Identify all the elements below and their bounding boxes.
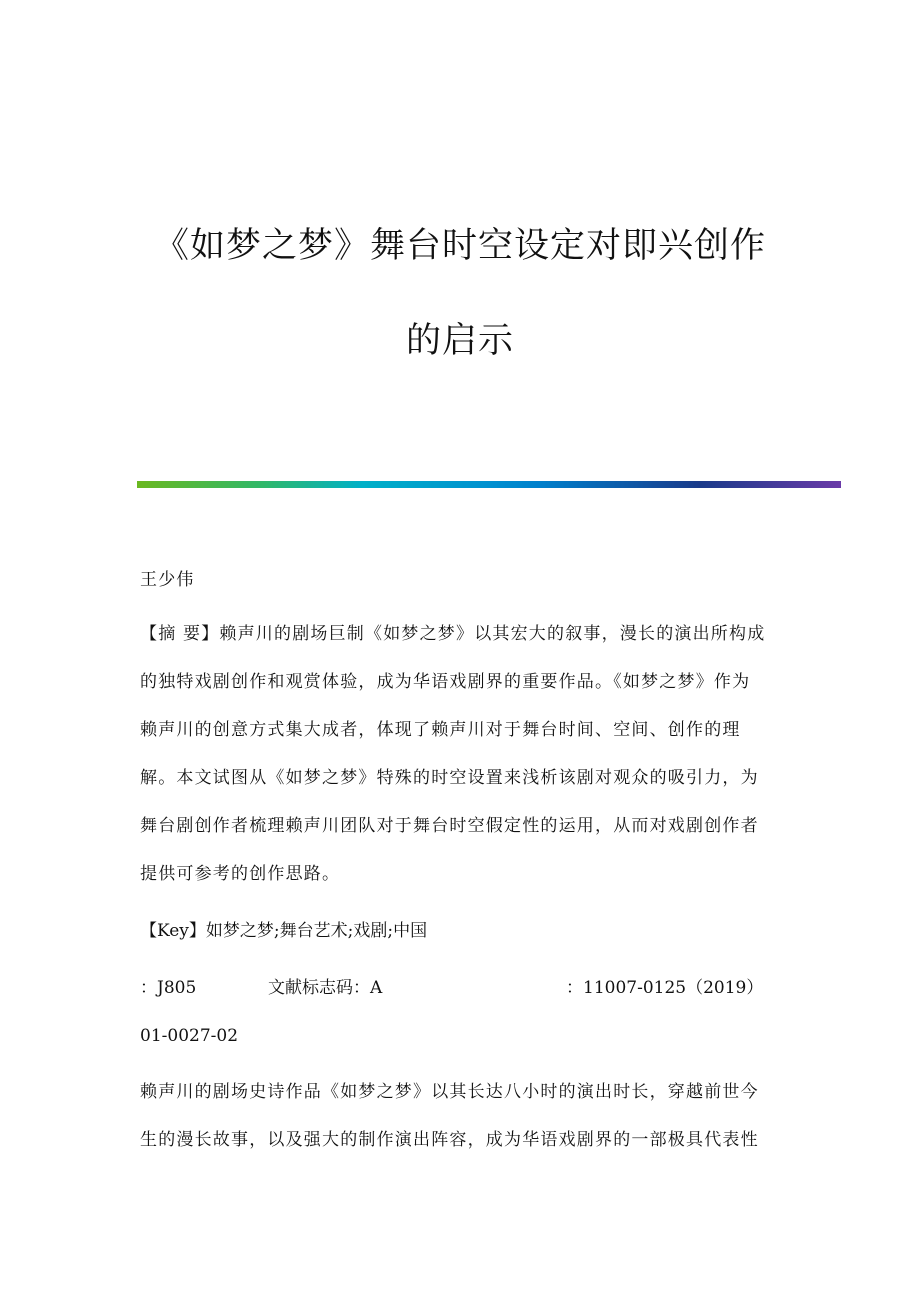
clc-number: ：J805 [140, 978, 197, 998]
article-id: ：11007-0125（2019） [566, 978, 764, 998]
article-id-continued: 01-0027-02 [140, 1026, 239, 1046]
gradient-divider [137, 481, 841, 488]
abstract-line: 【摘 要】赖声川的剧场巨制《如梦之梦》以其宏大的叙事，漫长的演出所构成 [140, 624, 766, 644]
abstract-line: 的独特戏剧创作和观赏体验，成为华语戏剧界的重要作品。《如梦之梦》作为 [140, 672, 751, 692]
author: 王少伟 [140, 570, 195, 590]
title-line-1: 《如梦之梦》舞台时空设定对即兴创作 [153, 226, 766, 266]
abstract-line: 提供可参考的创作思路。 [140, 864, 341, 884]
abstract-line: 舞台剧创作者梳理赖声川团队对于舞台时空假定性的运用，从而对戏剧创作者 [140, 816, 759, 836]
document-code: 文献标志码：A [268, 978, 383, 998]
keywords: 【Key】如梦之梦;舞台艺术;戏剧;中国 [140, 921, 428, 941]
abstract-line: 解。本文试图从《如梦之梦》特殊的时空设置来浅析该剧对观众的吸引力，为 [140, 768, 759, 788]
abstract-line: 赖声川的创意方式集大成者，体现了赖声川对于舞台时间、空间、创作的理 [140, 720, 741, 740]
body-line: 生的漫长故事，以及强大的制作演出阵容，成为华语戏剧界的一部极具代表性 [140, 1130, 759, 1150]
title-line-2: 的启示 [405, 321, 514, 361]
body-line: 赖声川的剧场史诗作品《如梦之梦》以其长达八小时的演出时长，穿越前世今 [140, 1082, 759, 1102]
